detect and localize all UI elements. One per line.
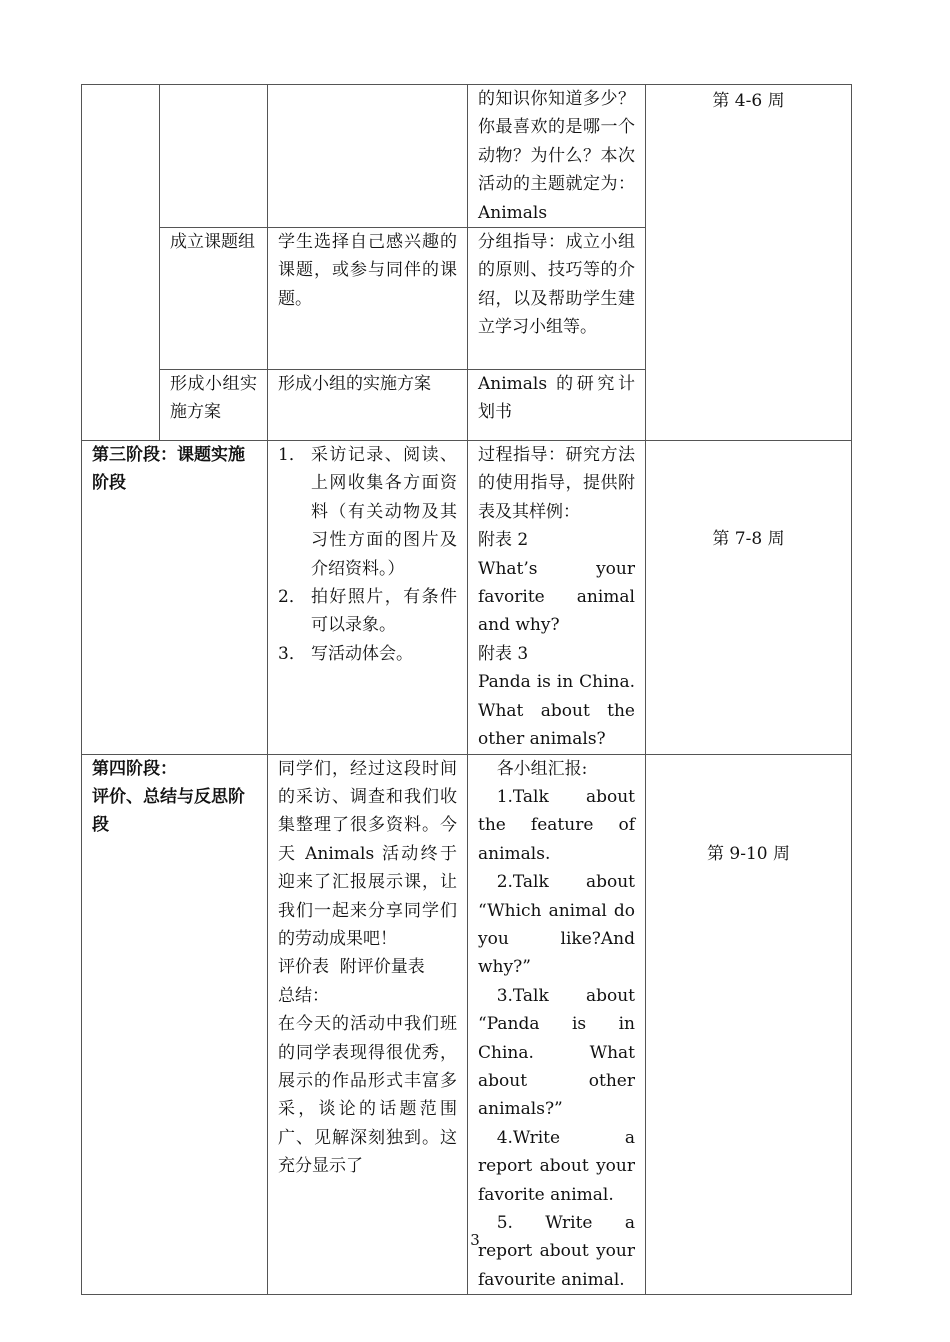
guide-cell: Animals 的研究计划书: [468, 370, 646, 441]
week-label: 第 7-8 周: [712, 529, 785, 550]
activity-plan-table: [81, 84, 852, 1295]
content-paragraph: 在今天的活动中我们班的同学表现得很优秀，展示的作品形式丰富多采，谈论的话题范围广、见解深刻独到。这充分显示了: [278, 1014, 457, 1177]
appendix-label: 附表 3: [478, 643, 529, 664]
list-text: 写活动体会。: [311, 643, 413, 664]
stage-title-line: 评价、总结与反思阶段: [92, 786, 245, 836]
report-item: 4.Write a report about your favorite animal.: [478, 1127, 635, 1205]
week-cell: [646, 85, 852, 441]
list-item: [278, 441, 457, 583]
table-row: [82, 85, 852, 228]
list-text: 采访记录、阅读、上网收集各方面资料（有关动物及其习性方面的图片及介绍资料。）: [311, 445, 457, 579]
stage-cell-empty: [82, 85, 160, 441]
list-number: 1．: [278, 445, 306, 466]
content-paragraph: 总结：: [278, 985, 329, 1006]
report-item: 5. Write a report about your favourite animal.: [478, 1213, 635, 1290]
report-intro: 各小组汇报:: [496, 758, 588, 779]
week-cell: [646, 441, 852, 754]
list-text: 拍好照片，有条件可以录象。: [311, 587, 457, 636]
page-number: 3: [470, 1231, 480, 1249]
report-item: 2.Talk about “Which animal do you like?And why?”: [478, 872, 635, 978]
week-label: 第 4-6 周: [712, 91, 785, 111]
list-item: [278, 583, 457, 640]
stage-title: [82, 754, 268, 1295]
content-cell: 学生选择自己感兴趣的课题，或参与同伴的课题。: [268, 228, 468, 370]
week-cell: [646, 754, 852, 1295]
content-cell: [268, 754, 468, 1295]
table-row: [82, 754, 852, 1295]
guide-intro: 过程指导：研究方法的使用指导，提供附表及其样例：: [478, 445, 635, 522]
list-number: 2．: [278, 587, 306, 608]
content-cell: 形成小组的实施方案: [268, 370, 468, 441]
guide-cell: [468, 441, 646, 754]
week-label: 第 9-10 周: [707, 843, 790, 864]
stage-title-line: 第四阶段：: [92, 758, 177, 779]
task-list: [278, 441, 457, 668]
report-item: 1.Talk about the feature of animals.: [478, 786, 635, 864]
content-paragraph: 评价表 附评价量表: [278, 957, 425, 978]
appendix-text: What’s your favorite animal and why?: [478, 558, 635, 636]
report-item: 3.Talk about “Panda is in China. What about other animals?”: [478, 985, 635, 1120]
list-item: [278, 640, 457, 668]
step-cell: 成立课题组: [160, 228, 268, 370]
step-cell: 形成小组实施方案: [160, 370, 268, 441]
content-cell-empty: [268, 85, 468, 228]
guide-cell: 的知识你知道多少？你最喜欢的是哪一个动物？为什么？本次活动的主题就定为：Animals: [468, 85, 646, 228]
appendix-label: 附表 2: [478, 530, 529, 551]
guide-cell: 分组指导：成立小组的原则、技巧等的介绍，以及帮助学生建立学习小组等。: [468, 228, 646, 370]
list-number: 3．: [278, 643, 306, 664]
guide-cell: [468, 754, 646, 1295]
stage-title: 第三阶段：课题实施阶段: [82, 441, 268, 754]
content-paragraph: 同学们，经过这段时间的采访、调查和我们收集整理了很多资料。今天 Animals 活动终于迎来了汇报展示课，让我们一起来分享同学们的劳动成果吧！: [278, 758, 457, 949]
step-cell-empty: [160, 85, 268, 228]
appendix-text: Panda is in China. What about the other animals?: [478, 672, 635, 750]
table-row: [82, 441, 852, 754]
content-cell: [268, 441, 468, 754]
